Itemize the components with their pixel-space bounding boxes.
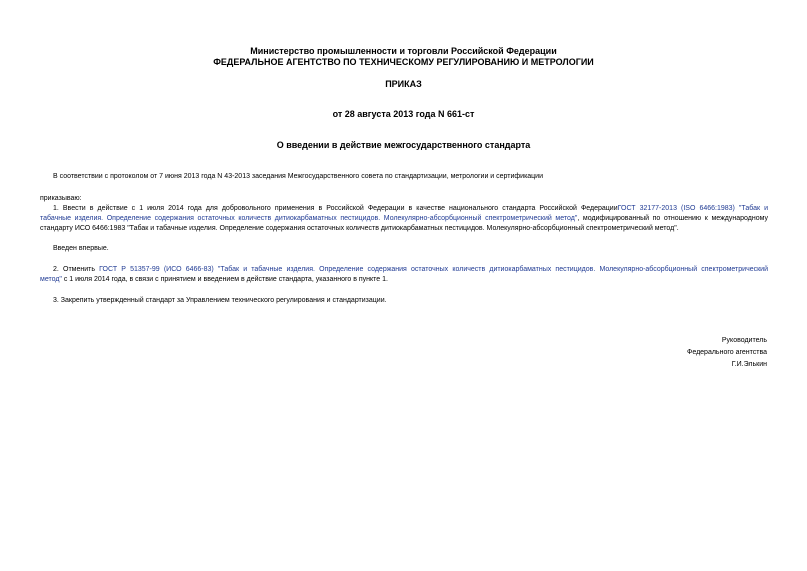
item2-line2 [40,274,388,285]
signature-org: Федерального агентства [687,349,767,356]
item3: 3. Закрепить утвержденный стандарт за Управлением технического регулирования и стандартизации. [53,297,387,304]
item1-line3: стандарту ИСО 6466:1983 "Табак и табачные изделия. Определение содержания остаточных количеств дитиокарбаматных пестицидов. Молекулярно-абсорбционный спектрометрический метод". [40,225,679,232]
gost-32177-link[interactable]: ГОСТ 32177-2013 (ISO 6466:1983) "Табак и [617,205,769,212]
item2-suffix: с 1 июля 2014 года, в связи с принятием и введением в действие стандарта, указанного в пункте 1. [61,276,388,283]
order-date-number: от 28 августа 2013 года N 661-ст [332,109,475,119]
signature-title: Руководитель [721,337,767,344]
introduced-first: Введен впервые. [53,245,109,252]
preamble: В соответствии с протоколом от 7 июня 2013 года N 43-2013 заседания Межгосударственного совета по стандартизации, метрологии и сертификации [53,173,544,180]
order-word: приказываю: [40,195,82,202]
agency-heading: ФЕДЕРАЛЬНОЕ АГЕНТСТВО ПО ТЕХНИЧЕСКОМУ РЕГУЛИРОВАНИЮ И МЕТРОЛОГИИ [213,57,594,67]
signature-name: Г.И.Элькин [731,361,767,368]
item1-suffix: , модифицированный по отношению к международному [577,215,768,222]
ministry-heading: Министерство промышленности и торговли Российской Федерации [250,46,557,56]
gost-r-51357-link[interactable]: ГОСТ Р 51357-99 (ИСО 6466-83) "Табак и табачные изделия. Определение содержания остаточных количеств дитиокарбаматных пестицидов. Молекулярно-абсорбционный спектрометрический [99,266,768,273]
order-subject: О введении в действие межгосударственного стандарта [276,140,531,150]
document-type: ПРИКАЗ [385,79,422,89]
gost-r-51357-link-continued[interactable]: метод" [40,276,62,283]
gost-32177-link-continued[interactable]: табачные изделия. Определение содержания остаточных количеств дитиокарбаматных пестицидов. Молекулярно-абсорбционный спектрометрический метод" [40,215,578,222]
item2-prefix: 2. Отменить [53,266,100,273]
signature-block [687,335,767,371]
item1-prefix: 1. Ввести в действие с 1 июля 2014 года для добровольного применения в Российской Федерации в качестве национального стандарта Российской Федерации [53,205,618,212]
